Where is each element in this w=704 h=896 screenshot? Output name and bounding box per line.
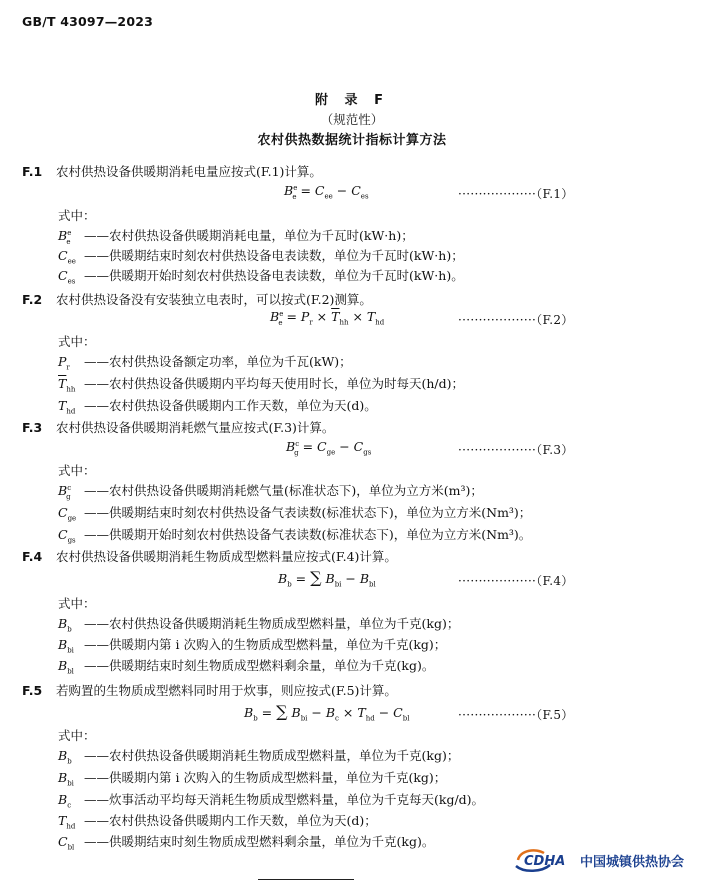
definition-row: $T_{hd}$ ——农村供热设备供暖期内工作天数，单位为天(d)。 <box>58 398 377 416</box>
section-number: F.5 <box>22 683 43 698</box>
appendix-title: 农村供热数据统计指标计算方法 <box>257 133 447 148</box>
formula-f3: $B^c_g = C_{ge} - C_{gs}$ <box>286 439 372 457</box>
section-f3-heading <box>22 418 334 436</box>
section-f5-heading <box>22 681 397 699</box>
definition-row: $B_c$ ——炊事活动平均每天消耗生物质成型燃料量，单位为千克每天(kg/d)。 <box>58 792 485 810</box>
definition-row: $B^c_g$ ——农村供热设备供暖期消耗燃气量(标准状态下)，单位为立方米(m³)； <box>58 483 483 501</box>
section-number: F.3 <box>22 420 43 435</box>
definition-row: $B_b$ ——农村供热设备供暖期消耗生物质成型燃料量，单位为千克(kg)； <box>58 616 460 634</box>
where-label: 式中： <box>58 463 96 478</box>
section-text: 农村供热设备供暖期消耗生物质成型燃料量应按式(F.4)计算。 <box>56 549 397 564</box>
definition-row: $B_{bi}$ ——供暖期内第 i 次购入的生物质成型燃料量，单位为千克(kg)； <box>58 770 447 788</box>
cdha-logo-icon <box>514 847 576 873</box>
section-text: 农村供热设备供暖期消耗燃气量应按式(F.3)计算。 <box>56 420 335 435</box>
section-text: 农村供热设备没有安装独立电表时，可以按式(F.2)测算。 <box>56 292 372 307</box>
equation-number: ···················（F.4） <box>458 574 574 588</box>
where-label: 式中： <box>58 596 96 611</box>
equation-number: ···················（F.3） <box>458 443 574 457</box>
section-f4-heading <box>22 547 397 565</box>
section-f1-heading <box>22 162 322 180</box>
where-label: 式中： <box>58 728 96 743</box>
equation-number: ···················（F.5） <box>458 708 574 722</box>
equation-number: ···················（F.2） <box>458 313 574 327</box>
formula-f2: $B^e_e = P_r \times \overline{T}_{hh} \times T_{hd}$ <box>270 309 385 327</box>
section-number: F.2 <box>22 292 43 307</box>
section-text: 农村供热设备供暖期消耗电量应按式(F.1)计算。 <box>56 164 322 179</box>
definition-row: $B_{bl}$ ——供暖期结束时刻生物质成型燃料剩余量，单位为千克(kg)。 <box>58 658 435 676</box>
appendix-type: （规范性） <box>320 112 384 127</box>
definition-row: $C_{gs}$ ——供暖期开始时刻农村供热设备气表读数(标准状态下)，单位为立方米(Nm³)。 <box>58 527 532 545</box>
section-f2-heading <box>22 290 372 308</box>
definition-row: $B^e_e$ ——农村供热设备供暖期消耗电量，单位为千瓦时(kW·h)； <box>58 228 414 246</box>
definition-row: $B_{bi}$ ——供暖期内第 i 次购入的生物质成型燃料量，单位为千克(kg)； <box>58 637 447 655</box>
definition-row: $B_b$ ——农村供热设备供暖期消耗生物质成型燃料量，单位为千克(kg)； <box>58 748 460 766</box>
where-label: 式中： <box>58 208 96 223</box>
standard-code: GB/T 43097—2023 <box>22 14 154 29</box>
definition-row: $\overline{T}_{hh}$ ——农村供热设备供暖期内平均每天使用时长，单位为时每天(h/d)； <box>58 376 465 394</box>
org-name: 中国城镇供热协会 <box>580 854 685 870</box>
equation-number: ···················（F.1） <box>458 187 574 201</box>
formula-f4: $B_b$ = ∑ $B_{bi} - B_{bl}$ <box>278 568 376 589</box>
section-number: F.4 <box>22 549 43 564</box>
cdha-logo <box>514 847 684 873</box>
definition-row: $T_{hd}$ ——农村供热设备供暖期内工作天数，单位为天(d)； <box>58 813 377 831</box>
definition-row: $C_{es}$ ——供暖期开始时刻农村供热设备电表读数，单位为千瓦时(kW·h)。 <box>58 268 464 286</box>
where-label: 式中： <box>58 334 96 349</box>
definition-row: $C_{ee}$ ——供暖期结束时刻农村供热设备电表读数，单位为千瓦时(kW·h)； <box>58 248 464 266</box>
definition-row: $C_{bl}$ ——供暖期结束时刻生物质成型燃料剩余量，单位为千克(kg)。 <box>58 834 435 852</box>
footer-rule <box>258 879 354 880</box>
logo-mark-text: CDHA <box>524 854 566 869</box>
formula-f5: $B_b$ = ∑ $B_{bi} - B_c \times T_{hd} - C_{bl}$ <box>244 702 410 723</box>
definition-row: $P_r$ ——农村供热设备额定功率，单位为千瓦(kW)； <box>58 354 352 372</box>
definition-row: $C_{ge}$ ——供暖期结束时刻农村供热设备气表读数(标准状态下)，单位为立方米(Nm³)； <box>58 505 532 523</box>
section-text: 若购置的生物质成型燃料同时用于炊事，则应按式(F.5)计算。 <box>56 683 397 698</box>
formula-f1: $B^e_e = C_{ee} - C_{es}$ <box>284 183 369 201</box>
section-number: F.1 <box>22 164 43 179</box>
appendix-label: 附 录 F <box>315 93 389 108</box>
